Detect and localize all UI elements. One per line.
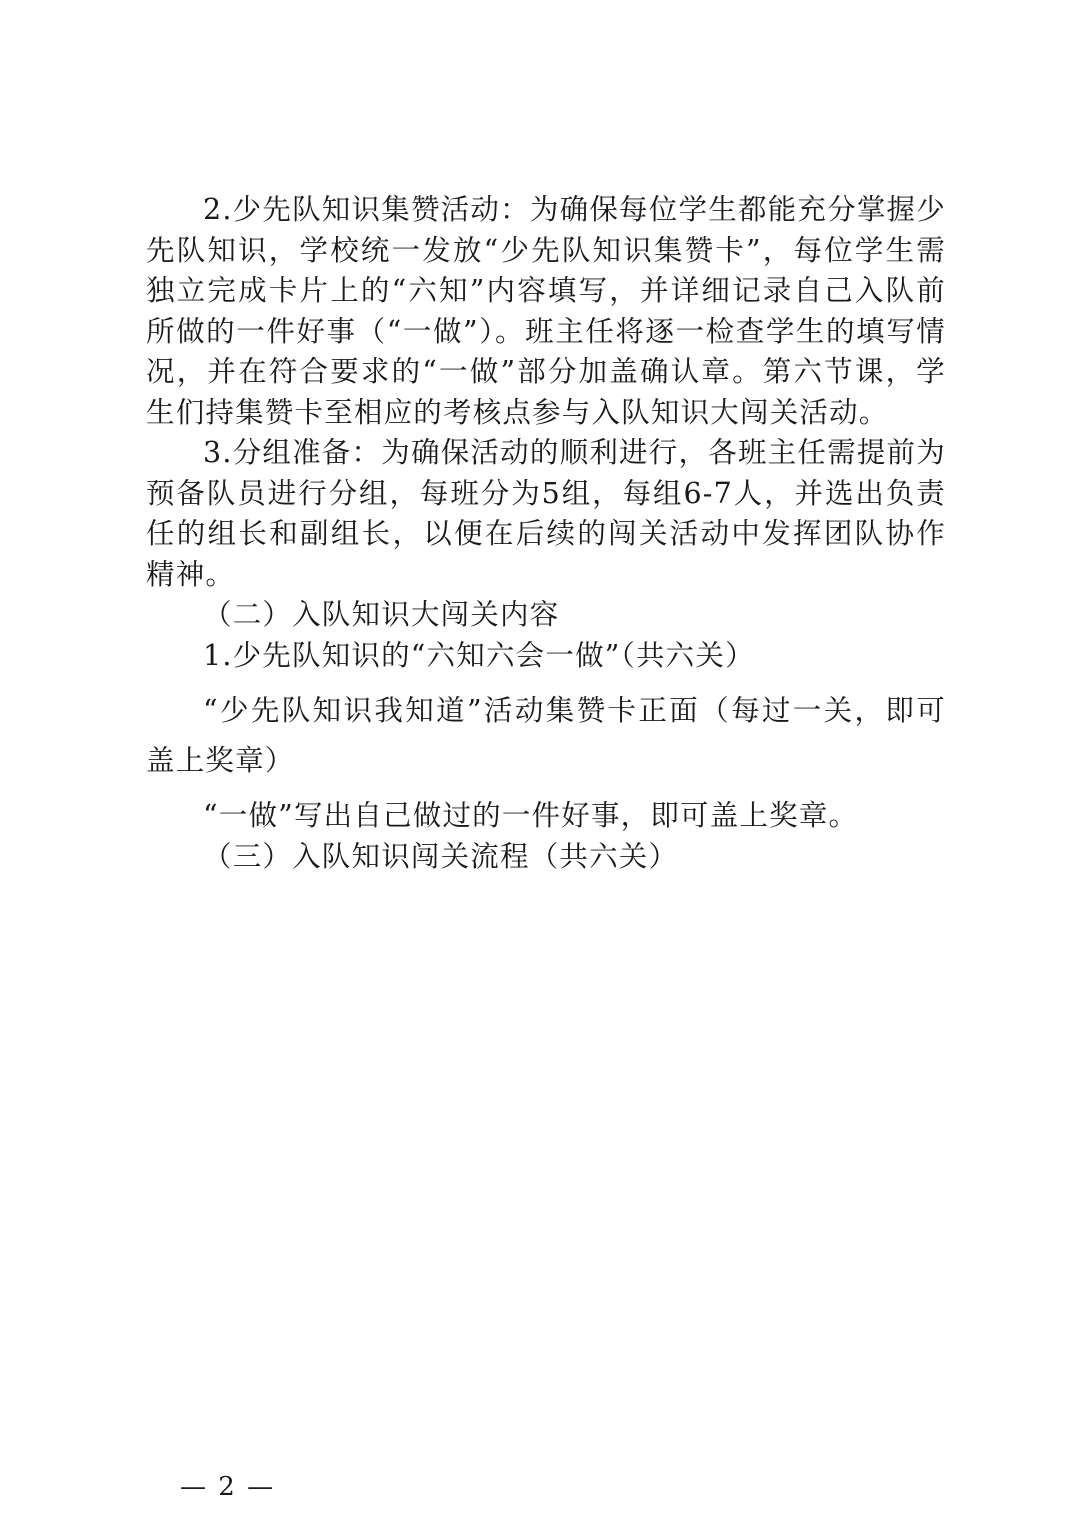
paragraph-six-know: 1.少先队知识的“六知六会一做”（共六关） [203, 638, 755, 672]
paragraph-card-activity: 2.少先队知识集赞活动：为确保每位学生都能充分掌握少先队知识，学校统一发放“少先队知识集赞卡”，每位学生需独立完成卡片上的“六知”内容填写，并详细记录自己入队前所做的一件好事（“一做”）。班主任将逐一检查学生的填写情况，并在符合要求的“一做”部分加盖确认章。第六节课，学生们持集赞卡至相应的考核点参与入队知识大闯关活动。 [146, 193, 946, 429]
section-heading-challenge-process: （三）入队知识闯关流程（共六关） [203, 839, 679, 873]
paragraph-card-front: “少先队知识我知道”活动集赞卡正面（每过一关，即可盖上奖章） [146, 694, 946, 777]
document-body [146, 190, 946, 877]
paragraph-group-prep: 3.分组准备：为确保活动的顺利进行，各班主任需提前为预备队员进行分组，每班分为5组，每组6-7人，并选出负责任的组长和副组长，以便在后续的闯关活动中发挥团队协作精神。 [146, 436, 946, 591]
paragraph-one-deed: “一做”写出自己做过的一件好事，即可盖上奖章。 [203, 799, 859, 832]
page-number: — 2 — [180, 1472, 276, 1502]
section-heading-challenge-content: （二）入队知识大闯关内容 [203, 598, 560, 631]
